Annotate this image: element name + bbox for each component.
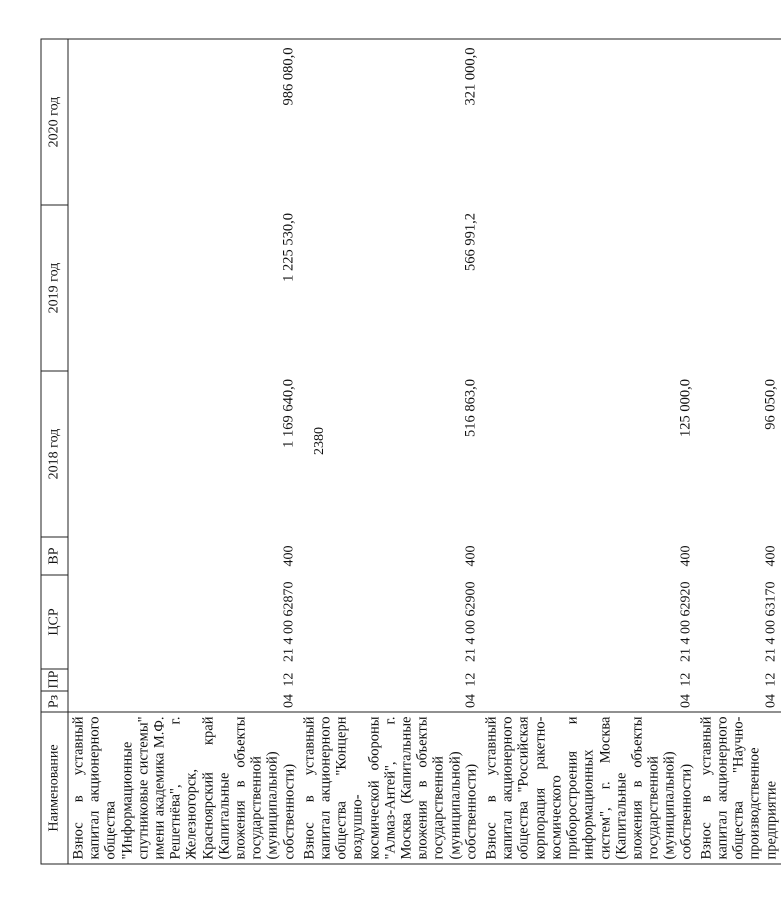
row-2019: 566 991,2 bbox=[462, 213, 479, 271]
row-pr: 12 bbox=[678, 672, 694, 687]
row-2018: 125 000,0 bbox=[677, 379, 694, 437]
table-row bbox=[68, 39, 299, 864]
row-2018: 1 169 640,0 bbox=[280, 379, 297, 448]
row-csr: 21 4 00 63170 bbox=[763, 581, 779, 663]
row-2019 bbox=[482, 205, 697, 371]
header-rz: Рз bbox=[41, 691, 68, 712]
row-2020 bbox=[482, 39, 697, 205]
row-vr: 400 bbox=[281, 545, 297, 567]
row-pr: 12 bbox=[463, 672, 479, 687]
row-2020: 986 080,0 bbox=[68, 39, 299, 205]
header-vr: ВР bbox=[41, 537, 68, 575]
row-codes bbox=[68, 537, 299, 712]
row-vr: 400 bbox=[463, 545, 479, 567]
row-rz: 04 bbox=[763, 694, 779, 709]
row-2019 bbox=[696, 205, 781, 371]
row-codes bbox=[482, 537, 697, 712]
row-vr: 400 bbox=[763, 545, 779, 567]
header-csr: ЦСР bbox=[41, 575, 68, 669]
row-rz: 04 bbox=[678, 694, 694, 709]
row-name: Взнос в уставный капитал акционерного общества "Научно-производственное предприятие bbox=[696, 712, 781, 864]
row-2020: 321 000,0 bbox=[299, 39, 481, 205]
rotated-table-container bbox=[41, 40, 780, 865]
row-2018: 516 863,0 bbox=[462, 379, 479, 437]
page-number: 2380 bbox=[312, 427, 327, 455]
header-2018: 2018 год bbox=[41, 371, 68, 537]
row-vr: 400 bbox=[678, 545, 694, 567]
row-rz: 04 bbox=[281, 694, 297, 709]
row-name: Взнос в уставный капитал акционерного общества "Российская корпорация ракетно-космического приборостроения и информационных систем", г. Москва (Капитальные вложения в объекты государственной (муниципальной) собственности) bbox=[482, 712, 697, 864]
table-row bbox=[299, 39, 481, 864]
row-pr: 12 bbox=[281, 672, 297, 687]
table-row bbox=[696, 39, 781, 864]
row-name: Взнос в уставный капитал акционерного общества "Информационные спутниковые системы" имени академика М.Ф. Решетнёва", г. Железногорск, Красноярский край (Капитальные вложения в объекты государственной (муниципальной) собственности) bbox=[68, 712, 299, 864]
table-row bbox=[482, 39, 697, 864]
row-rz: 04 bbox=[463, 694, 479, 709]
row-csr: 21 4 00 62870 bbox=[281, 581, 297, 663]
row-codes bbox=[696, 537, 781, 712]
row-2020 bbox=[696, 39, 781, 205]
table-header-row bbox=[41, 39, 68, 864]
row-2018: 96 050,0 bbox=[762, 379, 779, 430]
header-2020: 2020 год bbox=[41, 39, 68, 205]
budget-table bbox=[41, 39, 781, 865]
header-2019: 2019 год bbox=[41, 205, 68, 371]
row-pr: 12 bbox=[763, 672, 779, 687]
header-name: Наименование bbox=[41, 712, 68, 864]
header-pr: ПР bbox=[41, 669, 68, 691]
row-csr: 21 4 00 62920 bbox=[678, 581, 694, 663]
row-2019: 1 225 530,0 bbox=[280, 213, 297, 282]
row-csr: 21 4 00 62900 bbox=[463, 581, 479, 663]
row-name: Взнос в уставный капитал акционерного общества "Концерн воздушно-космической обороны "Алмаз-Антей", г. Москва (Капитальные вложения в объекты государственной (муниципальной) собственности) bbox=[299, 712, 481, 864]
row-codes bbox=[299, 537, 481, 712]
